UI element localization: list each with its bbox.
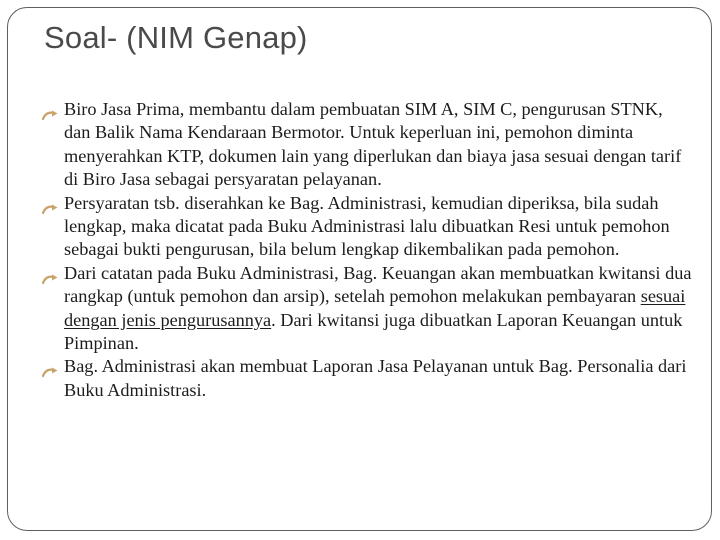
bullet-text: Persyaratan tsb. diserahkan ke Bag. Administrasi, kemudian diperiksa, bila sudah lengkap, maka dicatat pada Buku Administrasi lalu dibuatkan Resi untuk pemohon sebagai bukti pengurusan, bila belum lengkap dikembalikan pada pemohon. (64, 192, 670, 260)
bullet-item-3 (42, 262, 692, 356)
bullet-item-1 (42, 98, 692, 192)
bullet-list (42, 98, 692, 402)
bullet-item-2 (42, 192, 692, 262)
curved-arrow-bullet-icon (42, 268, 59, 279)
bullet-item-4 (42, 355, 692, 402)
bullet-text: Biro Jasa Prima, membantu dalam pembuatan SIM A, SIM C, pengurusan STNK, dan Balik Nama Kendaraan Bermotor. Untuk keperluan ini, pemohon diminta menyerahkan KTP, dokumen lain yang diperlukan dan biaya jasa sesuai dengan tarif di Biro Jasa sebagai persyaratan pelayanan. (64, 99, 682, 190)
curved-arrow-bullet-icon (42, 198, 59, 209)
bullet-text-part: Dari catatan pada Buku Administrasi, Bag. Keuangan akan membuatkan kwitansi dua rangkap (untuk pemohon dan arsip), setelah pemohon melakukan pembayaran (64, 262, 692, 307)
slide-title: Soal- (NIM Genap) (44, 20, 308, 55)
curved-arrow-bullet-icon (42, 104, 59, 115)
underlined-phrase: sesuai dengan jenis pengurusannya (64, 286, 686, 330)
bullet-text-part: . Dari kwitansi juga dibuatkan Laporan Keuangan untuk Pimpinan. (64, 309, 683, 354)
curved-arrow-bullet-icon (42, 361, 59, 372)
bullet-text: Bag. Administrasi akan membuat Laporan Jasa Pelayanan untuk Bag. Personalia dari Buku Administrasi. (64, 356, 687, 400)
